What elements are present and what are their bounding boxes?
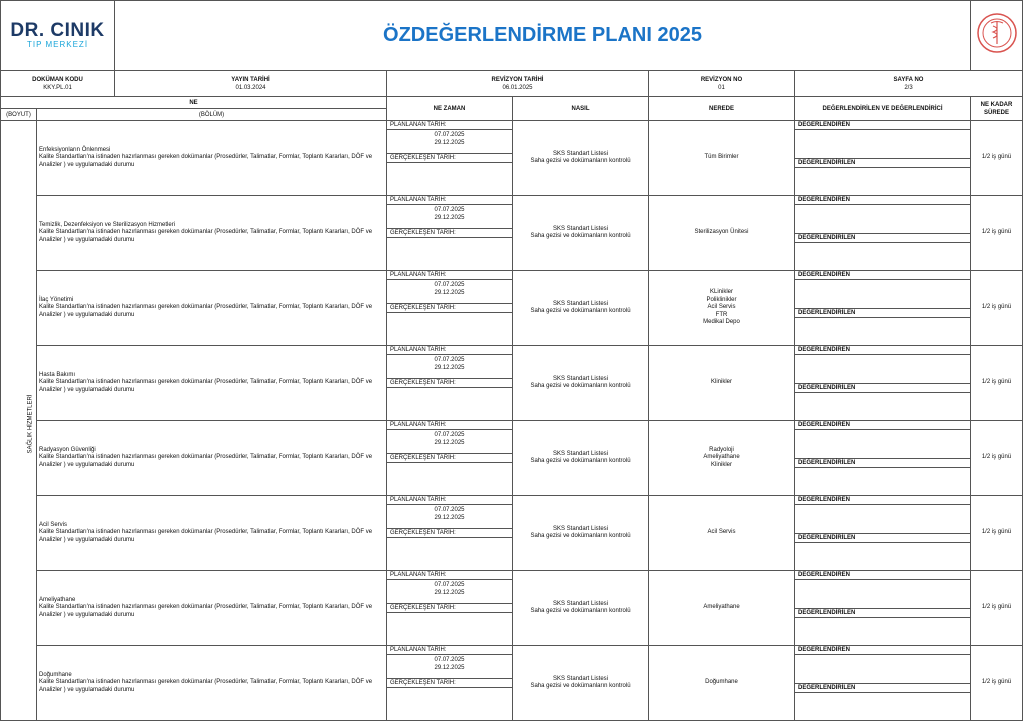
topic-cell — [37, 496, 387, 571]
duration-cell: 1/2 iş günü — [971, 271, 1023, 346]
table-row — [1, 346, 1023, 421]
method-cell — [513, 196, 649, 271]
method-cell — [513, 496, 649, 571]
location-item: Sterilizasyon Ünitesi — [694, 229, 749, 236]
evaluator-cell — [795, 571, 971, 646]
topic-title: Temizlik, Dezenfeksiyon ve Sterilizasyon Hizmetleri — [39, 221, 176, 228]
location-cell — [649, 121, 795, 196]
actual-date-label: GERÇEKLEŞEN TARİH: — [387, 303, 512, 313]
duration-cell: 1/2 iş günü — [971, 571, 1023, 646]
method-line-1: SKS Standart Listesi — [552, 375, 609, 382]
col-bolum: (BÖLÜM) — [37, 109, 387, 121]
schedule-cell — [387, 271, 513, 346]
location-item: Tüm Birimler — [704, 154, 739, 161]
duration-cell: 1/2 iş günü — [971, 496, 1023, 571]
brand-subtitle: TIP MERKEZİ — [26, 40, 89, 49]
planned-date-2: 29.12.2025 — [434, 439, 465, 446]
planned-date-label: PLANLANAN TARİH: — [387, 346, 512, 355]
table-row — [1, 496, 1023, 571]
method-cell — [513, 346, 649, 421]
header-table — [0, 0, 1023, 71]
method-line-1: SKS Standart Listesi — [552, 525, 609, 532]
actual-date-label: GERÇEKLEŞEN TARİH: — [387, 228, 512, 238]
evaluator-cell — [795, 646, 971, 721]
planned-date-1: 07.07.2025 — [434, 657, 465, 663]
evaluator-label: DEĞERLENDİREN — [795, 271, 970, 280]
topic-description: Kalite Standartları'na istinaden hazırlanması gereken dokümanlar (Prosedürler, Talimatlar, Formlar, Toplantı Kararları, DÖF ve Analizler ) ve uygulamadaki durumu — [39, 529, 373, 543]
method-line-2: Saha gezisi ve dokümanların kontrolü — [530, 533, 631, 539]
evaluated-label: DEĞERLENDİRİLEN — [795, 458, 970, 468]
table-row — [1, 646, 1023, 721]
evaluator-label: DEĞERLENDİREN — [795, 121, 970, 130]
method-line-1: SKS Standart Listesi — [552, 450, 609, 457]
actual-date-label: GERÇEKLEŞEN TARİH: — [387, 528, 512, 538]
evaluator-label: DEĞERLENDİREN — [795, 421, 970, 430]
duration-cell: 1/2 iş günü — [971, 121, 1023, 196]
method-line-2: Saha gezisi ve dokümanların kontrolü — [530, 233, 631, 239]
location-item: Doğumhane — [705, 679, 738, 686]
method-cell — [513, 121, 649, 196]
planned-date-2: 29.12.2025 — [434, 214, 465, 221]
method-line-2: Saha gezisi ve dokümanların kontrolü — [530, 608, 631, 614]
page-title: ÖZDEĞERLENDİRME PLANI 2025 — [115, 1, 971, 71]
method-line-2: Saha gezisi ve dokümanların kontrolü — [530, 158, 631, 164]
planned-date-2: 29.12.2025 — [434, 514, 465, 521]
evaluator-cell — [795, 421, 971, 496]
planned-date-label: PLANLANAN TARİH: — [387, 496, 512, 505]
topic-title: Radyasyon Güvenliği — [39, 446, 96, 453]
planned-date-2: 29.12.2025 — [434, 664, 465, 671]
topic-title: Enfeksiyonların Önlenmesi — [39, 146, 111, 153]
location-cell — [649, 646, 795, 721]
col-nerede: NEREDE — [649, 97, 795, 121]
planned-date-label: PLANLANAN TARİH: — [387, 196, 512, 205]
location-cell — [649, 346, 795, 421]
location-item: Poliklinikler — [706, 296, 737, 303]
planned-date-1: 07.07.2025 — [434, 507, 465, 513]
planned-date-label: PLANLANAN TARİH: — [387, 121, 512, 130]
method-line-1: SKS Standart Listesi — [552, 675, 609, 682]
topic-description: Kalite Standartları'na istinaden hazırlanması gereken dokümanlar (Prosedürler, Talimatlar, Formlar, Toplantı Kararları, DÖF ve Analizler ) ve uygulamadaki durumu — [39, 229, 373, 243]
method-line-1: SKS Standart Listesi — [552, 225, 609, 232]
planned-date-label: PLANLANAN TARİH: — [387, 646, 512, 655]
evaluator-cell — [795, 346, 971, 421]
topic-description: Kalite Standartları'na istinaden hazırlanması gereken dokümanlar (Prosedürler, Talimatlar, Formlar, Toplantı Kararları, DÖF ve Analizler ) ve uygulamadaki durumu — [39, 304, 373, 318]
location-cell — [649, 496, 795, 571]
table-row — [1, 121, 1023, 196]
topic-title: İlaç Yönetimi — [39, 296, 74, 303]
location-item: Acil Servis — [707, 304, 736, 311]
location-cell — [649, 571, 795, 646]
method-cell — [513, 646, 649, 721]
table-row — [1, 196, 1023, 271]
location-cell — [649, 271, 795, 346]
topic-description: Kalite Standartları'na istinaden hazırlanması gereken dokümanlar (Prosedürler, Talimatlar, Formlar, Toplantı Kararları, DÖF ve Analizler ) ve uygulamadaki durumu — [39, 454, 373, 468]
location-item: Klinikler — [710, 461, 732, 468]
schedule-cell — [387, 121, 513, 196]
table-row — [1, 271, 1023, 346]
planned-date-1: 07.07.2025 — [434, 582, 465, 588]
topic-description: Kalite Standartları'na istinaden hazırlanması gereken dokümanlar (Prosedürler, Talimatlar, Formlar, Toplantı Kararları, DÖF ve Analizler ) ve uygulamadaki durumu — [39, 604, 373, 618]
actual-date-label: GERÇEKLEŞEN TARİH: — [387, 678, 512, 688]
planned-date-1: 07.07.2025 — [434, 432, 465, 438]
schedule-cell — [387, 496, 513, 571]
ministry-seal-icon — [971, 1, 1023, 71]
topic-cell — [37, 196, 387, 271]
topic-title: Hasta Bakımı — [39, 371, 76, 378]
revision-no: REVİZYON NO 01 — [649, 71, 795, 97]
schedule-cell — [387, 646, 513, 721]
location-item: KLinikler — [709, 289, 733, 296]
duration-cell: 1/2 iş günü — [971, 646, 1023, 721]
planned-date-1: 07.07.2025 — [434, 282, 465, 288]
planned-date-1: 07.07.2025 — [434, 132, 465, 138]
evaluator-label: DEĞERLENDİREN — [795, 496, 970, 505]
location-cell — [649, 421, 795, 496]
planned-date-1: 07.07.2025 — [434, 357, 465, 363]
table-row — [1, 571, 1023, 646]
evaluated-label: DEĞERLENDİRİLEN — [795, 683, 970, 693]
section-label: SAĞLIK HİZMETLERİ — [1, 121, 37, 721]
method-line-1: SKS Standart Listesi — [552, 600, 609, 607]
col-ne-kadar: NE KADAR SÜREDE — [971, 97, 1023, 121]
evaluated-label: DEĞERLENDİRİLEN — [795, 383, 970, 393]
location-item: Ameliyathane — [703, 454, 740, 461]
planned-date-label: PLANLANAN TARİH: — [387, 271, 512, 280]
schedule-cell — [387, 571, 513, 646]
method-line-1: SKS Standart Listesi — [552, 300, 609, 307]
planned-date-label: PLANLANAN TARİH: — [387, 421, 512, 430]
evaluated-label: DEĞERLENDİRİLEN — [795, 158, 970, 168]
topic-description: Kalite Standartları'na istinaden hazırlanması gereken dokümanlar (Prosedürler, Talimatlar, Formlar, Toplantı Kararları, DÖF ve Analizler ) ve uygulamadaki durumu — [39, 679, 373, 693]
table-row — [1, 421, 1023, 496]
topic-cell — [37, 121, 387, 196]
evaluator-cell — [795, 271, 971, 346]
method-line-2: Saha gezisi ve dokümanların kontrolü — [530, 683, 631, 689]
location-item: Acil Servis — [707, 529, 736, 536]
topic-cell — [37, 646, 387, 721]
evaluator-label: DEĞERLENDİREN — [795, 196, 970, 205]
location-item: Medikal Depo — [703, 319, 740, 326]
publish-date: YAYIN TARİHİ 01.03.2024 — [115, 71, 387, 97]
duration-cell: 1/2 iş günü — [971, 346, 1023, 421]
topic-description: Kalite Standartları'na istinaden hazırlanması gereken dokümanlar (Prosedürler, Talimatlar, Formlar, Toplantı Kararları, DÖF ve Analizler ) ve uygulamadaki durumu — [39, 379, 373, 393]
evaluator-cell — [795, 196, 971, 271]
method-line-2: Saha gezisi ve dokümanların kontrolü — [530, 308, 631, 314]
location-item: Radyoloji — [709, 446, 734, 453]
schedule-cell — [387, 421, 513, 496]
topic-cell — [37, 571, 387, 646]
col-nasil: NASIL — [513, 97, 649, 121]
evaluated-label: DEĞERLENDİRİLEN — [795, 533, 970, 543]
location-item: FTR — [715, 311, 728, 318]
location-item: Klinikler — [710, 379, 732, 386]
planned-date-2: 29.12.2025 — [434, 364, 465, 371]
evaluator-label: DEĞERLENDİREN — [795, 346, 970, 355]
evaluated-label: DEĞERLENDİRİLEN — [795, 233, 970, 243]
brand-name: DR. CINIK — [10, 20, 105, 41]
evaluated-label: DEĞERLENDİRİLEN — [795, 608, 970, 618]
schedule-cell — [387, 196, 513, 271]
page-number: SAYFA NO 2/3 — [795, 71, 1023, 97]
topic-description: Kalite Standartları'na istinaden hazırlanması gereken dokümanlar (Prosedürler, Talimatlar, Formlar, Toplantı Kararları, DÖF ve Analizler ) ve uygulamadaki durumu — [39, 154, 373, 168]
evaluator-label: DEĞERLENDİREN — [795, 571, 970, 580]
method-cell — [513, 571, 649, 646]
evaluated-label: DEĞERLENDİRİLEN — [795, 308, 970, 318]
method-cell — [513, 271, 649, 346]
planned-date-2: 29.12.2025 — [434, 289, 465, 296]
actual-date-label: GERÇEKLEŞEN TARİH: — [387, 378, 512, 388]
planned-date-2: 29.12.2025 — [434, 139, 465, 146]
duration-cell: 1/2 iş günü — [971, 421, 1023, 496]
topic-title: Doğumhane — [39, 671, 72, 678]
topic-cell — [37, 346, 387, 421]
location-item: Ameliyathane — [703, 604, 740, 611]
actual-date-label: GERÇEKLEŞEN TARİH: — [387, 603, 512, 613]
method-line-2: Saha gezisi ve dokümanların kontrolü — [530, 458, 631, 464]
actual-date-label: GERÇEKLEŞEN TARİH: — [387, 153, 512, 163]
document-meta — [0, 70, 1023, 97]
revision-date: REVİZYON TARİHİ 06.01.2025 — [387, 71, 649, 97]
topic-title: Ameliyathane — [39, 596, 76, 603]
method-line-1: SKS Standart Listesi — [552, 150, 609, 157]
col-ne: NE — [1, 97, 387, 109]
planned-date-2: 29.12.2025 — [434, 589, 465, 596]
plan-table — [0, 96, 1023, 721]
col-boyut: (BOYUT) — [1, 109, 37, 121]
method-cell — [513, 421, 649, 496]
doc-code: DOKÜMAN KODU KKY.PL.01 — [1, 71, 115, 97]
brand-logo — [1, 1, 115, 71]
evaluator-label: DEĞERLENDİREN — [795, 646, 970, 655]
col-degerlendirilen: DEĞERLENDİRİLEN VE DEĞERLENDİRİCİ — [795, 97, 971, 121]
col-ne-zaman: NE ZAMAN — [387, 97, 513, 121]
topic-cell — [37, 421, 387, 496]
evaluator-cell — [795, 121, 971, 196]
duration-cell: 1/2 iş günü — [971, 196, 1023, 271]
topic-cell — [37, 271, 387, 346]
planned-date-1: 07.07.2025 — [434, 207, 465, 213]
topic-title: Acil Servis — [39, 521, 68, 528]
evaluator-cell — [795, 496, 971, 571]
planned-date-label: PLANLANAN TARİH: — [387, 571, 512, 580]
location-cell — [649, 196, 795, 271]
method-line-2: Saha gezisi ve dokümanların kontrolü — [530, 383, 631, 389]
actual-date-label: GERÇEKLEŞEN TARİH: — [387, 453, 512, 463]
schedule-cell — [387, 346, 513, 421]
